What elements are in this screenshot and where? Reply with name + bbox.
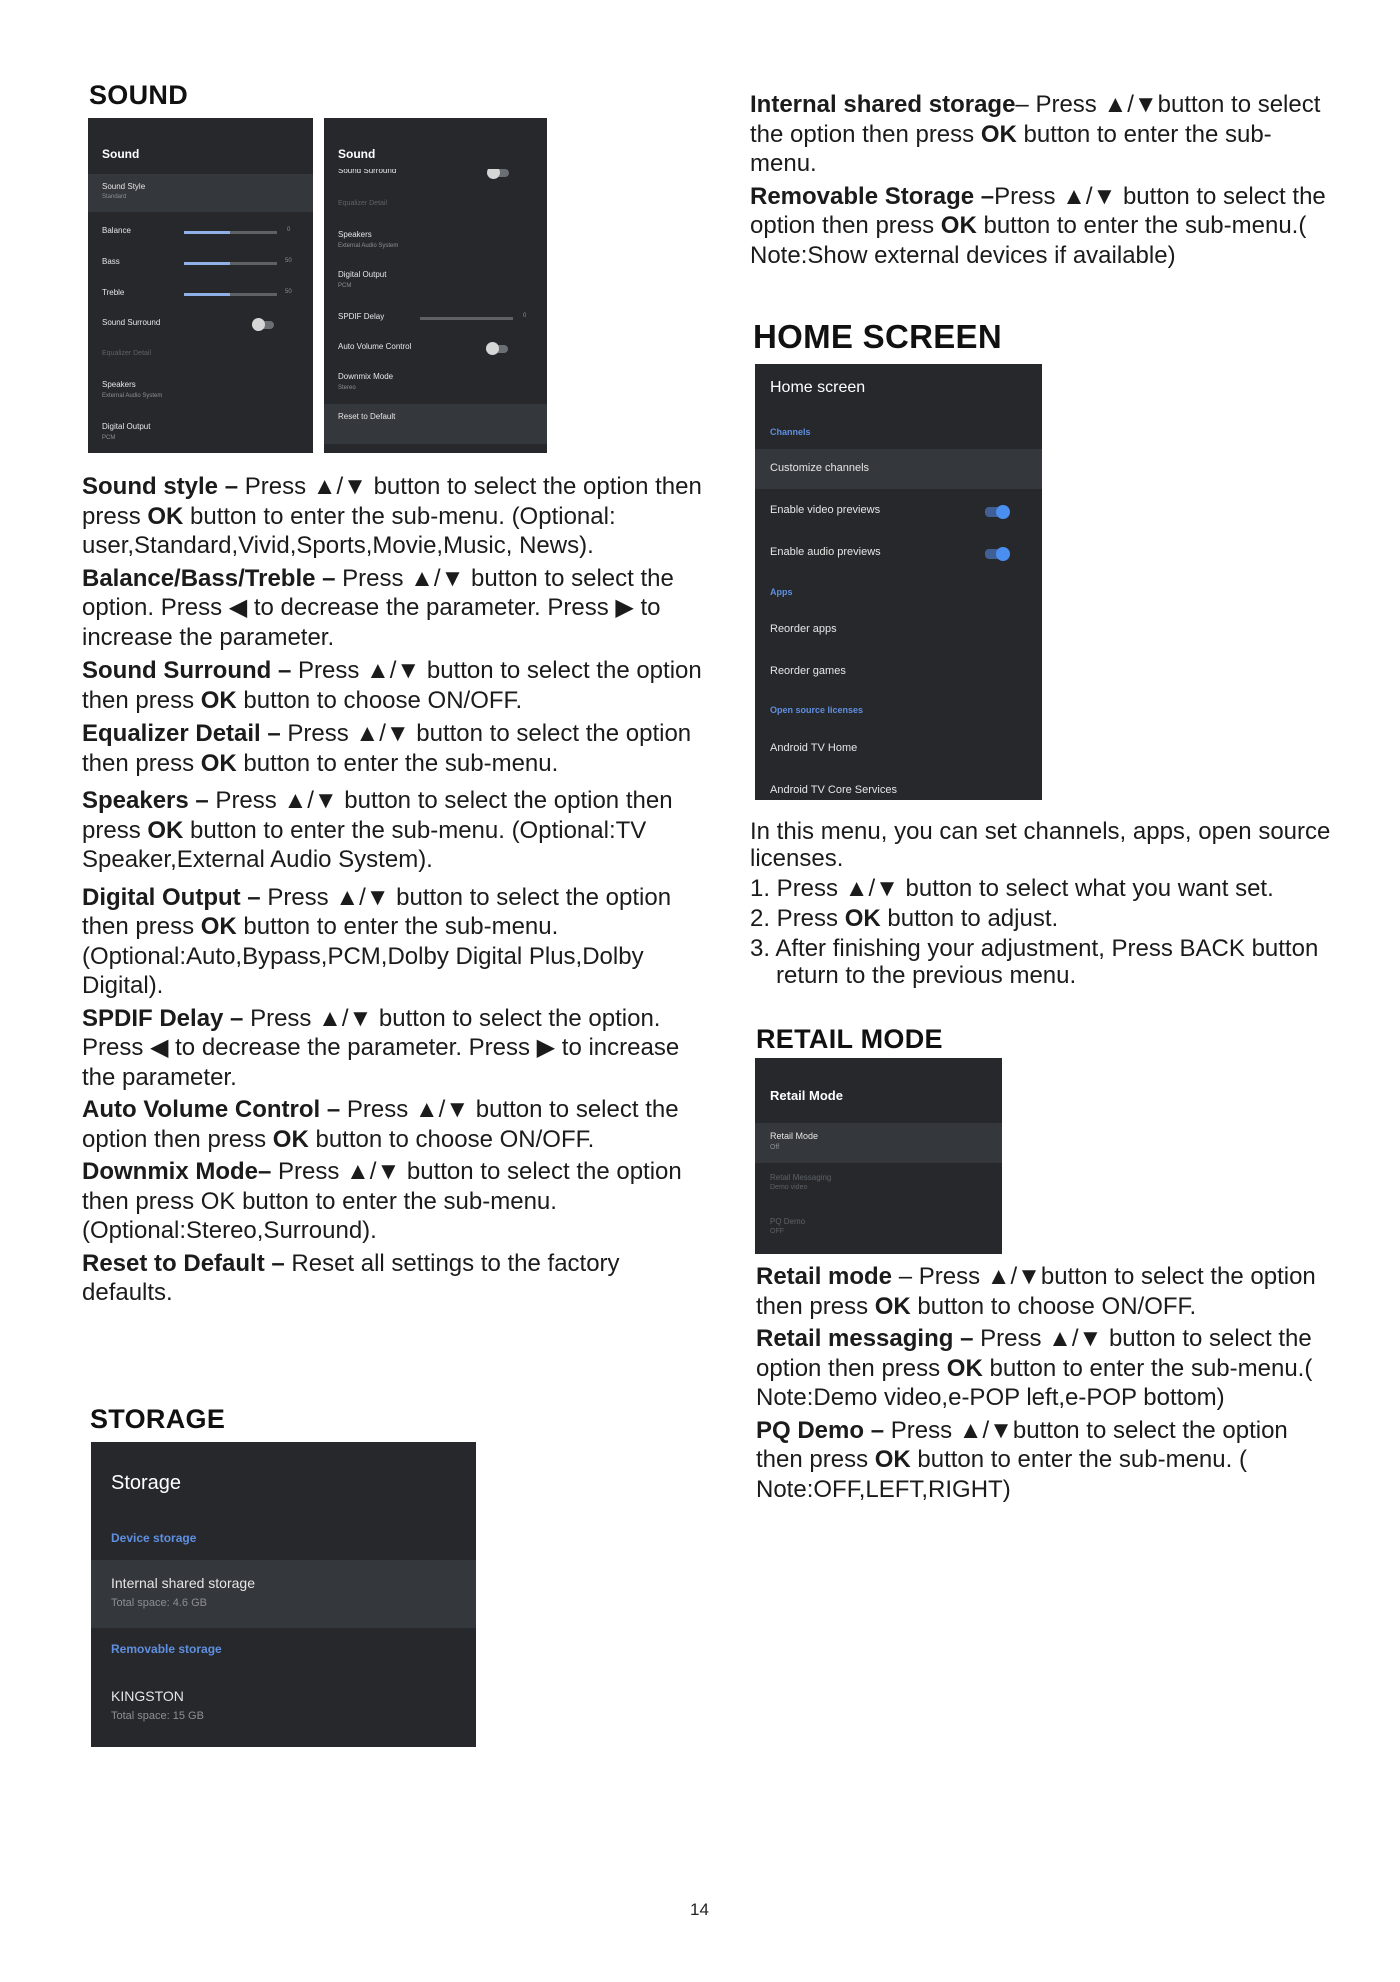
home-screen-screenshot (755, 364, 1042, 800)
home-intro: In this menu, you can set channels, apps, open source licenses. (750, 818, 1331, 872)
equalizer-detail-label: Equalizer Detail (102, 350, 152, 357)
channels-section: Channels (770, 427, 811, 437)
android-tv-home-label: Android TV Home (770, 742, 858, 754)
video-previews-label: Enable video previews (770, 504, 881, 516)
sound-surround-row (88, 318, 313, 332)
digital-output-value: PCM (102, 435, 116, 441)
page-number: 14 (690, 1900, 709, 1919)
retail-messaging-row (770, 1173, 1002, 1191)
retail-mode-title: Retail Mode (770, 1088, 843, 1103)
digital-output-label-2: Digital Output (338, 270, 387, 279)
speakers-value-2: External Audio System (338, 243, 399, 249)
downmix-value: Stereo (338, 385, 356, 391)
sound-heading: SOUND (89, 80, 189, 110)
digital-output-label: Digital Output (102, 422, 151, 431)
home-step-2: 2. Press OK button to adjust. (750, 905, 1059, 932)
retail-messaging-label: Retail Messaging (770, 1173, 832, 1182)
spdif-delay-value: 0 (523, 313, 527, 319)
speakers-paragraph: Speakers – Press ▲/▼ button to select the option then press OK button to enter the sub-menu. (Optional:TV Speaker,External Audio System). (82, 787, 673, 873)
kingston-label: KINGSTON (111, 1688, 184, 1704)
sound-style-paragraph: Sound style – Press ▲/▼ button to select the option then press OK button to enter the sub-menu. (Optional: user,Standard,Vivid,Sports,Movie,Music, News). (82, 473, 702, 559)
android-tv-core-label: Android TV Core Services (770, 784, 897, 796)
audio-previews-row (755, 546, 1042, 562)
auto-volume-row (324, 342, 547, 356)
sound-menu-screenshot-2 (324, 118, 547, 453)
digital-output-row-2 (324, 270, 547, 294)
digital-output-row (88, 422, 313, 446)
retail-mode-value: Off (770, 1144, 780, 1151)
spdif-paragraph: SPDIF Delay – Press ▲/▼ button to select the option. Press ◀ to decrease the parameter. Press ▶ to increase the parameter. (82, 1004, 680, 1091)
internal-storage-space: Total space: 4.6 GB (111, 1597, 207, 1609)
retail-description (756, 1262, 1336, 1507)
storage-description (750, 90, 1335, 273)
equalizer-paragraph: Equalizer Detail – Press ▲/▼ button to select the option then press OK button to enter the sub-menu. (82, 720, 692, 777)
home-step-1: 1. Press ▲/▼ button to select what you want set. (750, 875, 1274, 902)
storage-menu-screenshot (91, 1442, 476, 1747)
speakers-row (88, 380, 313, 404)
auto-volume-paragraph: Auto Volume Control – Press ▲/▼ button to select the option then press OK button to choose ON/OFF. (82, 1096, 679, 1153)
home-screen-description (750, 818, 1350, 992)
retail-mode-screenshot (755, 1058, 1002, 1254)
sound-surround-label: Sound Surround (102, 318, 161, 327)
sound-surround-label-2: Sound Surround (338, 169, 397, 175)
treble-label: Treble (102, 288, 125, 297)
retail-mode-row (755, 1123, 1002, 1163)
speakers-row-2 (324, 230, 547, 254)
kingston-row (91, 1688, 476, 1738)
audio-previews-toggle (985, 549, 1009, 559)
digital-output-value-2: PCM (338, 283, 352, 289)
bass-row (88, 257, 313, 271)
reorder-apps-label: Reorder apps (770, 623, 837, 635)
balance-value: 0 (287, 227, 291, 233)
open-source-section: Open source licenses (770, 705, 864, 715)
retail-mode-heading: RETAIL MODE (756, 1024, 943, 1054)
video-previews-toggle (985, 507, 1009, 517)
home-screen-title: Home screen (770, 379, 866, 396)
retail-mode-label: Retail Mode (770, 1131, 819, 1141)
pq-demo-value: OFF (770, 1228, 784, 1235)
bass-value: 50 (285, 258, 292, 264)
spdif-delay-label: SPDIF Delay (338, 312, 385, 321)
removable-storage-section: Removable storage (111, 1642, 222, 1656)
reset-default-row (324, 404, 547, 444)
equalizer-detail-label-2: Equalizer Detail (338, 200, 388, 207)
sound-style-value: Standard (102, 194, 127, 200)
downmix-label: Downmix Mode (338, 372, 394, 381)
bass-slider (184, 262, 277, 265)
reset-default-label: Reset to Default (338, 412, 396, 421)
customize-channels-label: Customize channels (770, 462, 870, 474)
reorder-games-label: Reorder games (770, 665, 846, 677)
spdif-delay-row (324, 312, 547, 326)
device-storage-section: Device storage (111, 1531, 197, 1545)
spdif-delay-slider (420, 317, 513, 320)
sound-style-label: Sound Style (102, 182, 146, 191)
pq-demo-label: PQ Demo (770, 1217, 806, 1226)
internal-storage-label: Internal shared storage (111, 1575, 255, 1591)
kingston-space: Total space: 15 GB (111, 1710, 204, 1722)
speakers-value: External Audio System (102, 393, 163, 399)
retail-mode-paragraph: Retail mode – Press ▲/▼button to select the option then press OK button to choose ON/OFF. (756, 1263, 1316, 1320)
treble-slider (184, 293, 277, 296)
balance-paragraph: Balance/Bass/Treble – Press ▲/▼ button to select the option. Press ◀ to decrease the parameter. Press ▶ to increase the parameter. (82, 564, 674, 651)
treble-row (88, 288, 313, 302)
digital-output-paragraph: Digital Output – Press ▲/▼ button to select the option then press OK button to enter the sub-menu. (Optional:Auto,Bypass,PCM,Dolby Digital Plus,Dolby Digital). (82, 883, 672, 999)
speakers-label: Speakers (102, 380, 136, 389)
sound-menu-title: Sound (102, 147, 140, 161)
internal-storage-paragraph: Internal shared storage– Press ▲/▼button to select the option then press OK button to enter the sub-menu. (750, 91, 1321, 177)
auto-volume-label: Auto Volume Control (338, 342, 412, 351)
removable-storage-paragraph: Removable Storage –Press ▲/▼ button to select the option then press OK button to enter the sub-menu.( Note:Show external devices if available) (750, 182, 1326, 269)
sound-surround-paragraph: Sound Surround – Press ▲/▼ button to select the option then press OK button to choose ON/OFF. (82, 657, 702, 714)
retail-messaging-paragraph: Retail messaging – Press ▲/▼ button to select the option then press OK button to enter the sub-menu.( Note:Demo video,e-POP left,e-POP bottom) (756, 1325, 1313, 1411)
home-step-3: 3. After finishing your adjustment, Press BACK button return to the previous menu. (750, 935, 1319, 989)
video-previews-row (755, 504, 1042, 520)
storage-title: Storage (111, 1472, 182, 1494)
sound-menu-screenshot-1 (88, 118, 313, 453)
pq-demo-row (770, 1217, 1002, 1235)
apps-section: Apps (770, 587, 793, 597)
audio-previews-label: Enable audio previews (770, 546, 881, 558)
downmix-paragraph: Downmix Mode– Press ▲/▼ button to select the option then press OK button to enter the sub-menu. (Optional:Stereo,Surround). (82, 1158, 682, 1244)
internal-storage-row (91, 1560, 476, 1628)
downmix-row (324, 372, 547, 396)
sound-style-row (88, 174, 313, 212)
sound-menu-title-2: Sound (338, 147, 376, 161)
pq-demo-paragraph: PQ Demo – Press ▲/▼button to select the option then press OK button to enter the sub-menu. ( Note:OFF,LEFT,RIGHT) (756, 1416, 1288, 1503)
customize-channels-row (755, 449, 1042, 489)
balance-row (88, 226, 313, 240)
balance-label: Balance (102, 226, 131, 235)
sound-surround-toggle (252, 321, 274, 329)
bass-label: Bass (102, 257, 120, 266)
home-screen-heading: HOME SCREEN (753, 318, 1002, 355)
balance-slider (184, 231, 277, 234)
auto-volume-toggle (486, 345, 508, 353)
storage-heading: STORAGE (90, 1404, 226, 1434)
reset-paragraph: Reset to Default – Reset all settings to the factory defaults. (82, 1249, 620, 1306)
sound-description (82, 472, 702, 1311)
speakers-label-2: Speakers (338, 230, 372, 239)
sound-surround-row-2 (324, 169, 547, 179)
retail-messaging-value: Demo video (770, 1184, 808, 1191)
sound-surround-toggle-2 (487, 169, 509, 177)
treble-value: 50 (285, 289, 292, 295)
